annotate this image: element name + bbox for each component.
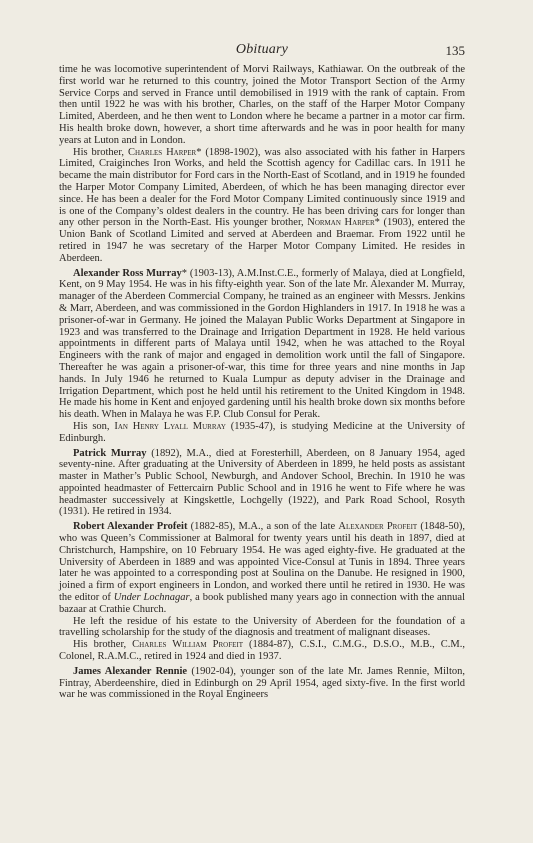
- paragraph-patrick-murray: [59, 448, 465, 519]
- paragraph-james-rennie: [59, 666, 465, 701]
- paragraph-text: He left the residue of his estate to the University of Aberdeen for the foundation of a travelling scholarship for the study of the diagnosis and treatment of malignant diseases.: [59, 615, 465, 639]
- paragraph-text: (1882-85), M.A., a son of the late: [187, 521, 339, 533]
- paragraph-text: His brother,: [73, 639, 133, 651]
- paragraph-text: His brother,: [73, 146, 128, 158]
- paragraph-bequest: [59, 616, 465, 640]
- paragraph-text: His son,: [73, 420, 115, 432]
- obituary-name: Alexander Ross Murray: [73, 267, 182, 279]
- paragraph-text: * (1903), entered the Union Bank of Scotland Limited and served at Aberdeen and Braemar. From 1922 until he retired in 1947 he was secretary of the Harper Motor Company Limited. He resides in Aberdeen.: [59, 217, 466, 264]
- page-number: 135: [445, 43, 465, 58]
- person-name: Ian Henry Lyall Murray: [114, 420, 226, 432]
- person-name: Alexander Profeit: [338, 521, 418, 533]
- obituary-name: Patrick Murray: [73, 447, 147, 459]
- paragraph-text: * (1903-13), A.M.Inst.C.E., formerly of Malaya, died at Longfield, Kent, on 9 May 1954. He was in his fifty-eighth year. Son of the late Mr. Alexander M. Murray, manager of the Aberdeen Commercial Company, he trained as an engineer with Messrs. Jenkins & Marr, Aberdeen, and was commissioned in the Gordon Highlanders in 1917. In 1918 he was a prisoner-of-war in Germany. He joined the Malayan Public Works Department at Singapore in 1923 and was transferred to the Drainage and Irrigation Department in 1928. He held various appointments in different parts of Malaya until 1942, when he was attached to the Royal Engineers with the rank of major and engaged in demolition work until the fall of Singapore. Thereafter he was again a prisoner-of-war, this time for three years and nine months in Jap hands. In July 1946 he returned to Kuala Lumpur as deputy adviser in the Drainage and Irrigation Department, which post he held until his retirement to the United Kingdom in 1948. He made his home in Kent and enjoyed gardening until his health broke down six months before his death. When in Malaya he was F.P. Club Consul for Perak.: [59, 267, 466, 421]
- obituary-name: James Alexander Rennie: [73, 665, 188, 677]
- paragraph-ian-murray: [59, 421, 465, 445]
- paragraph-text: (1935-47), is studying Medicine at the University of Edinburgh.: [59, 420, 466, 444]
- paragraph-text: time he was locomotive superintendent of Morvi Railways, Kathiawar. On the outbreak of the first world war he returned to this country, joined the Motor Transport Section of the Army Service Corps and served in France until demobilised in 1919 with the rank of captain. From then until 1922 he was with his brother, Charles, on the staff of the Harper Motor Company Limited, Aberdeen, and he then went to London where he became a partner in a motor car firm. His health broke down, however, a short time afterwards and he was in poor health for many years at Luton and in London.: [59, 64, 465, 146]
- person-name: Charles William Profeit: [132, 639, 244, 651]
- paragraph-morvi: [59, 64, 465, 147]
- paragraph-robert-profeit: [59, 521, 465, 615]
- paragraph-text: (1902-04), younger son of the late Mr. James Rennie, Milton, Fintray, Aberdeenshire, died in Edinburgh on 29 April 1954, aged sixty-five. In the first world war he was commissioned in the Royal Engineers: [59, 665, 465, 701]
- obituary-name: Robert Alexander Profeit: [73, 521, 188, 533]
- paragraph-alexander-ross-murray: [59, 268, 465, 421]
- paragraph-text: * (1898-1902), was also associated with his father in Harpers Limited, Craiginches Iron Works, and held the Scottish agency for Cadillac cars. In 1911 he became the main distributor for Ford cars in the North-East of Scotland, and in 1919 he founded the Harper Motor Company Limited, Aberdeen, of which he has been managing director ever since. He has been a dealer for the Ford Motor Company Limited continuously since 1919 and is one of the Company’s oldest dealers in the country. He has been driving cars for longer than any other person in the North-East. His younger brother,: [59, 146, 465, 229]
- running-head: [59, 38, 465, 64]
- person-name: Charles Harper: [127, 146, 197, 158]
- person-name: Norman Harper: [307, 217, 375, 229]
- book-title: Under Lochnagar: [113, 592, 190, 604]
- paragraph-charles-harper: [59, 147, 465, 265]
- paragraph-text: (1892), M.A., died at Foresterhill, Aberdeen, on 8 January 1954, aged seventy-nine. After graduating at the University of Aberdeen in 1899, he held posts as assistant master in Mather’s Public School, Newburgh, and Andover School, Brechin. In 1910 he was appointed headmaster of Fettercairn Public School and in 1916 he went to Fife where he was headmaster successively at Kingskettle, Lochgelly (1922), and Park Road School, Rosyth (1931). He retired in 1934.: [59, 447, 465, 518]
- obituary-text: [59, 64, 465, 701]
- paragraph-text: (1848-50), who was Queen’s Commissioner at Balmoral for twenty years until his death in 1897, died at Christchurch, Hampshire, on 10 February 1954. He was aged eighty-five. He graduated at the University of Aberdeen in 1889 and was appointed Vice-Consul at Tunis in 1894. Three years later he was appointed to a corresponding post at Soulina on the Danube. He resigned in 1900, joined a firm of export engineers in London, and worked there until he retired in 1930. He was the editor of: [59, 521, 465, 604]
- paragraph-text: , a book published many years ago in connection with the annual bazaar at Crathie Church.: [59, 592, 465, 615]
- running-head-title: Obituary: [235, 42, 289, 57]
- paragraph-charles-profeit: [59, 639, 465, 663]
- paragraph-text: (1884-87), C.S.I., C.M.G., D.S.O., M.B., C.M., Colonel, R.A.M.C., retired in 1924 and died in 1937.: [59, 639, 465, 663]
